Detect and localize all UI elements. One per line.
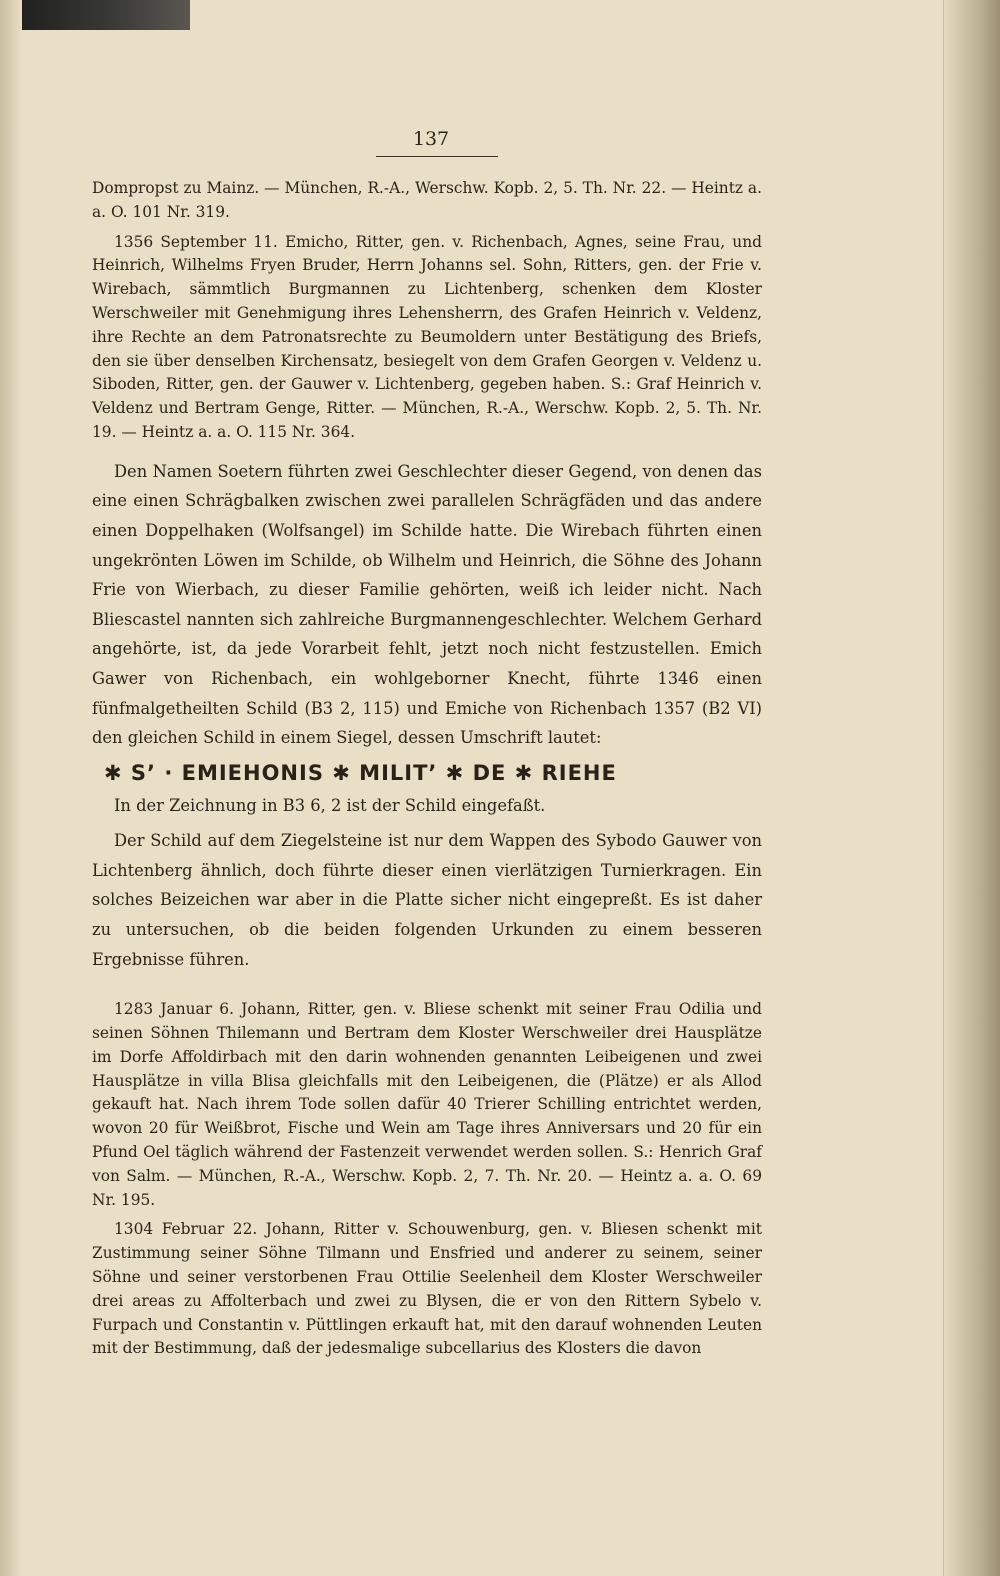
text-block	[92, 128, 762, 1367]
gutter-shadow	[0, 0, 22, 1576]
book-binding	[0, 0, 190, 30]
header-rule	[376, 156, 498, 157]
paragraph-charter-1304: 1304 Februar 22. Johann, Ritter v. Schouwenburg, gen. v. Bliesen schenkt mit Zustimmung seiner Söhne Tilmann und Ensfried und anderer zu seinem, seiner Söhne und seiner verstorbenen Frau Ottilie Seelenheil dem Kloster Werschweiler drei areas zu Affolterbach und zwei zu Blysen, die er von den Rittern Sybelo v. Furpach und Constantin v. Püttlingen erkauft hat, mit den darauf wohnenden Leuten mit der Bestimmung, daß der jedesmalige subcellarius des Klosters die davon	[92, 1220, 762, 1358]
page-number: 137	[412, 128, 450, 150]
paragraph-charter-1356: 1356 September 11. Emicho, Ritter, gen. v. Richenbach, Agnes, seine Frau, und Heinrich, Wilhelms Fryen Bruder, Herrn Johanns sel. Sohn, Ritters, gen. der Frie v. Wirebach, sämmtlich Burgmannen zu Lichtenberg, schenken dem Kloster Werschweiler mit Genehmigung ihres Lehensherrn, des Grafen Heinrich v. Veldenz, ihre Rechte an dem Patronatsrechte zu Beumoldern unter Bestätigung des Briefs, den sie über denselben Kirchensatz, besiegelt von dem Grafen Georgen v. Veldenz u. Siboden, Ritter, gen. der Gauwer v. Lichtenberg, gegeben haben. S.: Graf Heinrich v. Veldenz und Bertram Genge, Ritter. — München, R.-A., Werschw. Kopb. 2, 5. Th. Nr. 19. — Heintz a. a. O. 115 Nr. 364.	[92, 232, 762, 441]
paragraph-drawing: In der Zeichnung in B3 6, 2 ist der Schild eingefaßt.	[114, 795, 546, 815]
paragraph-charter-1283: 1283 Januar 6. Johann, Ritter, gen. v. Bliese schenkt mit seiner Frau Odilia und seinen Söhnen Thilemann und Bertram dem Kloster Werschweiler drei Hausplätze im Dorfe Affoldirbach mit den darin wohnenden genannten Leibeigenen und zwei Hausplätze in villa Blisa gleichfalls mit den Leibeigenen, die (Plätze) er als Allod gekauft hat. Nach ihrem Tode sollen dafür 40 Trierer Schilling entrichtet werden, wovon 20 für Weißbrot, Fische und Wein am Tage ihres Anniversars und 20 für ein Pfund Oel täglich während der Fastenzeit verwendet werden sollen. S.: Henrich Graf von Salm. — München, R.-A., Werschw. Kopb. 2, 7. Th. Nr. 20. — Heintz a. a. O. 69 Nr. 195.	[92, 1000, 762, 1209]
seal-inscription: ✱ S’ · EMIEHONIS ✱ MILIT’ ✱ DE ✱ RIEHE	[104, 760, 617, 785]
page-edges	[943, 0, 1000, 1576]
paragraph-citation: Dompropst zu Mainz. — München, R.-A., Werschw. Kopb. 2, 5. Th. Nr. 22. — Heintz a. a. O. 101 Nr. 319.	[92, 179, 762, 221]
paragraph-brick-shield: Der Schild auf dem Ziegelsteine ist nur dem Wappen des Sybodo Gauwer von Lichtenberg ähnlich, doch führte dieser einen vierlätzigen Turnierkragen. Ein solches Beizeichen war aber in die Platte sicher nicht eingepreßt. Es ist daher zu untersuchen, ob die beiden folgenden Urkunden zu einem besseren Ergebnisse führen.	[92, 831, 762, 969]
paragraph-soetern: Den Namen Soetern führten zwei Geschlechter dieser Gegend, von denen das eine einen Schrägbalken zwischen zwei parallelen Schrägfäden und das andere einen Doppelhaken (Wolfsangel) im Schilde hatte. Die Wirebach führten einen ungekrönten Löwen im Schilde, ob Wilhelm und Heinrich, die Söhne des Johann Frie von Wierbach, zu dieser Familie gehörten, weiß ich leider nicht. Nach Bliescastel nannten sich zahlreiche Burgmannengeschlechter. Welchem Gerhard angehörte, ist, da jede Vorarbeit fehlt, jetzt noch nicht festzustellen. Emich Gawer von Richenbach, ein wohlgeborner Knecht, führte 1346 einen fünfmalgetheilten Schild (B3 2, 115) und Emiche von Richenbach 1357 (B2 VI) den gleichen Schild in einem Siegel, dessen Umschrift lautet:	[92, 461, 762, 748]
